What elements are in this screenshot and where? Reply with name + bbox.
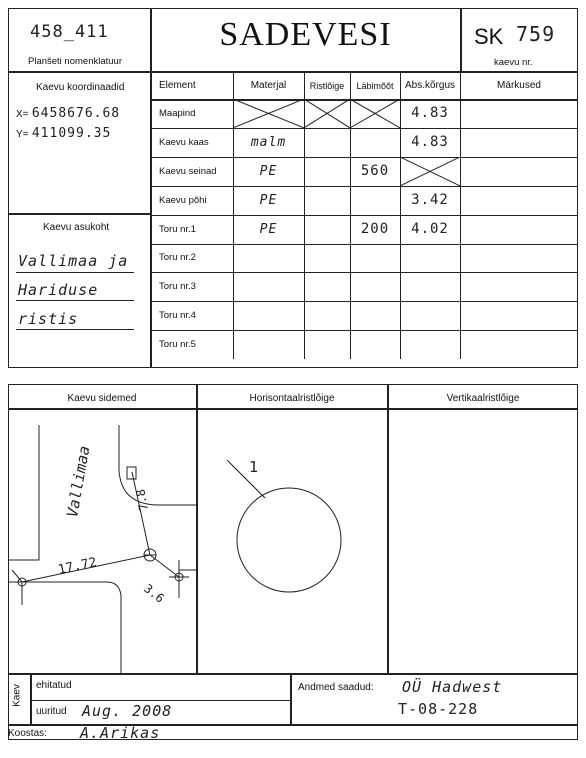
table-cell-ristloige (304, 128, 350, 157)
table-header-element: Element (159, 80, 196, 91)
well-label: kaevu nr. (494, 57, 533, 68)
row-label: Kaevu seinad (159, 165, 217, 177)
well-links-sketch (9, 410, 196, 673)
table-cell-ristloige (304, 330, 350, 359)
row-label: Toru nr.3 (159, 281, 196, 293)
table-header-ristloige: Ristlõige (309, 80, 345, 91)
row-label: Toru nr.1 (159, 223, 196, 235)
table-header-labimoot: Läbimõõt (356, 80, 394, 91)
built-label: ehitatud (36, 680, 72, 691)
table-cell-materjal: PE (259, 192, 278, 208)
table-cell-markused (460, 186, 578, 215)
table-cell-labimoot (350, 128, 400, 157)
horizontal-section (197, 410, 387, 673)
row-label: Toru nr.4 (159, 310, 196, 322)
sketch-header-vertical: Vertikaalristlõige (446, 393, 520, 404)
coords-y (16, 126, 111, 141)
location-label: Kaevu asukoht (43, 222, 110, 233)
table-cell-abs: 4.02 (411, 221, 449, 238)
table-cell-abs: 4.83 (411, 105, 449, 122)
table-cell-abs (400, 272, 460, 301)
location-line-1: Vallimaa ja (18, 252, 129, 270)
x-prefix: X= (16, 109, 29, 120)
table-cell-labimoot (350, 272, 400, 301)
nomenclature-label: Planšeti nomenklatuur (28, 56, 122, 67)
crossed-cell (233, 99, 304, 128)
table-cell-abs (400, 301, 460, 330)
kaev-label: Kaev (11, 684, 23, 707)
table-header-abs: Abs.kõrgus (404, 80, 456, 91)
table-cell-materjal: PE (259, 163, 278, 179)
crossed-cell (350, 99, 400, 128)
location-line-2: Hariduse (18, 281, 99, 299)
table-cell-materjal: malm (250, 134, 287, 150)
table-cell-labimoot (350, 330, 400, 359)
table-cell-ristloige (304, 157, 350, 186)
data-source-value-1: OÜ Hadwest (402, 678, 503, 696)
table-cell-markused (460, 330, 578, 359)
row-label: Kaevu kaas (159, 136, 209, 148)
author-value: A.Arikas (80, 724, 161, 742)
table-cell-ristloige (304, 272, 350, 301)
crossed-cell (304, 99, 350, 128)
dimension-1: 17.72 (56, 555, 99, 578)
table-cell-ristloige (304, 244, 350, 273)
table-cell-markused (460, 157, 578, 186)
table-cell-markused (460, 301, 578, 330)
table-cell-labimoot (350, 301, 400, 330)
y-prefix: Y= (16, 129, 29, 140)
table-cell-labimoot: 200 (360, 221, 390, 238)
crossed-cell (400, 157, 460, 186)
well-prefix: SK (474, 24, 504, 49)
author-label: Koostas: (8, 728, 47, 739)
location-line-3: ristis (18, 310, 79, 328)
nomenclature-value: 458_411 (30, 22, 109, 42)
table-cell-materjal (233, 272, 304, 301)
dimension-2: 7.8 (133, 488, 151, 512)
table-cell-ristloige (304, 215, 350, 244)
row-label: Toru nr.5 (159, 339, 196, 351)
well-number: 759 (516, 22, 556, 46)
table-cell-abs: 4.83 (411, 134, 449, 151)
row-label: Kaevu põhi (159, 194, 207, 206)
data-source-value-2: T-08-228 (398, 700, 479, 718)
row-label: Toru nr.2 (159, 252, 196, 264)
page-title: SADEVESI (219, 16, 392, 53)
x-value: 6458676.68 (31, 106, 121, 121)
surveyed-value: Aug. 2008 (82, 702, 173, 720)
table-header-markused: Märkused (497, 80, 541, 91)
y-value: 411099.35 (31, 126, 112, 141)
sketch-header-horizontal: Horisontaalristlõige (249, 393, 335, 404)
circle-label: 1 (249, 458, 259, 476)
dimension-3: 3.6 (141, 581, 167, 606)
coords-label: Kaevu koordinaadid (36, 82, 125, 93)
table-cell-labimoot: 560 (360, 163, 390, 180)
surveyed-label: uuritud (36, 706, 67, 717)
table-cell-abs (400, 330, 460, 359)
table-cell-abs (400, 244, 460, 273)
table-cell-materjal (233, 301, 304, 330)
row-label: Maapind (159, 107, 196, 119)
table-cell-abs: 3.42 (411, 192, 449, 209)
table-cell-markused (460, 272, 578, 301)
table-cell-materjal (233, 244, 304, 273)
table-cell-ristloige (304, 186, 350, 215)
data-source-label: Andmed saadud: (298, 682, 374, 693)
table-cell-markused (460, 99, 578, 128)
table-cell-labimoot (350, 244, 400, 273)
table-cell-materjal (233, 330, 304, 359)
street-label: Vallimaa (63, 444, 94, 519)
table-cell-markused (460, 128, 578, 157)
coords-x (16, 106, 120, 121)
table-cell-labimoot (350, 186, 400, 215)
table-cell-markused (460, 244, 578, 273)
table-header-materjal: Materjal (250, 80, 287, 91)
table-cell-markused (460, 215, 578, 244)
table-cell-ristloige (304, 301, 350, 330)
table-cell-materjal: PE (259, 221, 278, 237)
sketch-header-links: Kaevu sidemed (67, 393, 137, 404)
